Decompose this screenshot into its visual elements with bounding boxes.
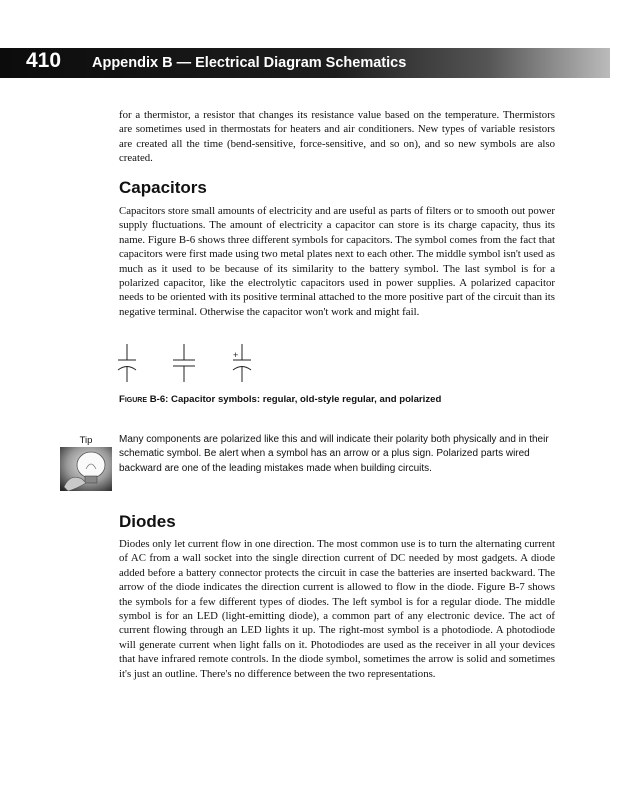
regular-capacitor-symbol — [118, 344, 136, 382]
light-bulb-icon — [60, 447, 112, 491]
tip-text: Many components are polarized like this and will indicate their polarity both physically and in their schematic symbol. Be alert when a symbol has an arrow or a plus sign. Polarized parts wired backward are one of the leading mistakes made when building circuits. — [119, 434, 549, 474]
capacitors-heading: Capacitors — [119, 178, 207, 197]
figure-caption-text: Capacitor symbols: regular, old-style regular, and polarized — [171, 394, 442, 405]
capacitor-symbols-figure — [113, 340, 263, 386]
figure-caption — [119, 393, 441, 406]
tip-label: Tip — [62, 434, 110, 449]
diodes-heading: Diodes — [119, 512, 176, 531]
intro-paragraph: for a thermistor, a resistor that changes its resistance value based on the temperature. Thermistors are sometimes used in thermostats for heaters and air conditioners. New types of variable resistors are created all the time (bend-sensitive, force-sensitive, and so on), and so new symbols are also created. — [119, 109, 555, 165]
capacitors-paragraph: Capacitors store small amounts of electricity and are useful as parts of filters or to smooth out power supply fluctuations. The amount of electricity a capacitor can store is its charge capacity, thus its name. Figure B-6 shows three different symbols for capacitors. The symbol comes from the fact that capacitors were first made using two metal plates next to each other. The middle symbol isn't used as much as it used to be because of its similarity to the battery symbol. The last symbol is for a polarized capacitor, like the electrolytic capacitors used in power supplies. A polarized capacitor needs to be oriented with its positive terminal attached to the more positive part of the circuit than its negative terminal. Otherwise the capacitor won't work and might fail. — [119, 205, 555, 318]
old-style-capacitor-symbol — [173, 344, 195, 382]
page-number: 410 — [26, 49, 62, 72]
diodes-paragraph: Diodes only let current flow in one direction. The most common use is to turn the alternating current of AC from a wall socket into the single direction current of DC needed by most gadgets. A diode added before a battery connector protects the circuit in case the batteries are inserted backward. The arrow of the diode indicates the direction current is allowed to flow in the diode. Figure B-7 shows the symbols for a few different types of diodes. The left symbol is for a regular diode. The middle symbol is for an LED (light-emitting diode), a common part of any electronic device. The act of current flowing through an LED lights it up. The right-most symbol is a photodiode. A photodiode will generate current when light falls on it. Photodiodes are used as the receiver in all your devices that have infrared remote controls. In the diode symbol, sometimes the arrow is solid and sometimes it's just an outline. There's no difference between the two representations. — [119, 538, 555, 680]
polarity-plus-sign: + — [233, 350, 239, 360]
running-head-title: Appendix B — Electrical Diagram Schematics — [92, 55, 407, 71]
figure-label: Figure B-6: — [119, 394, 169, 405]
